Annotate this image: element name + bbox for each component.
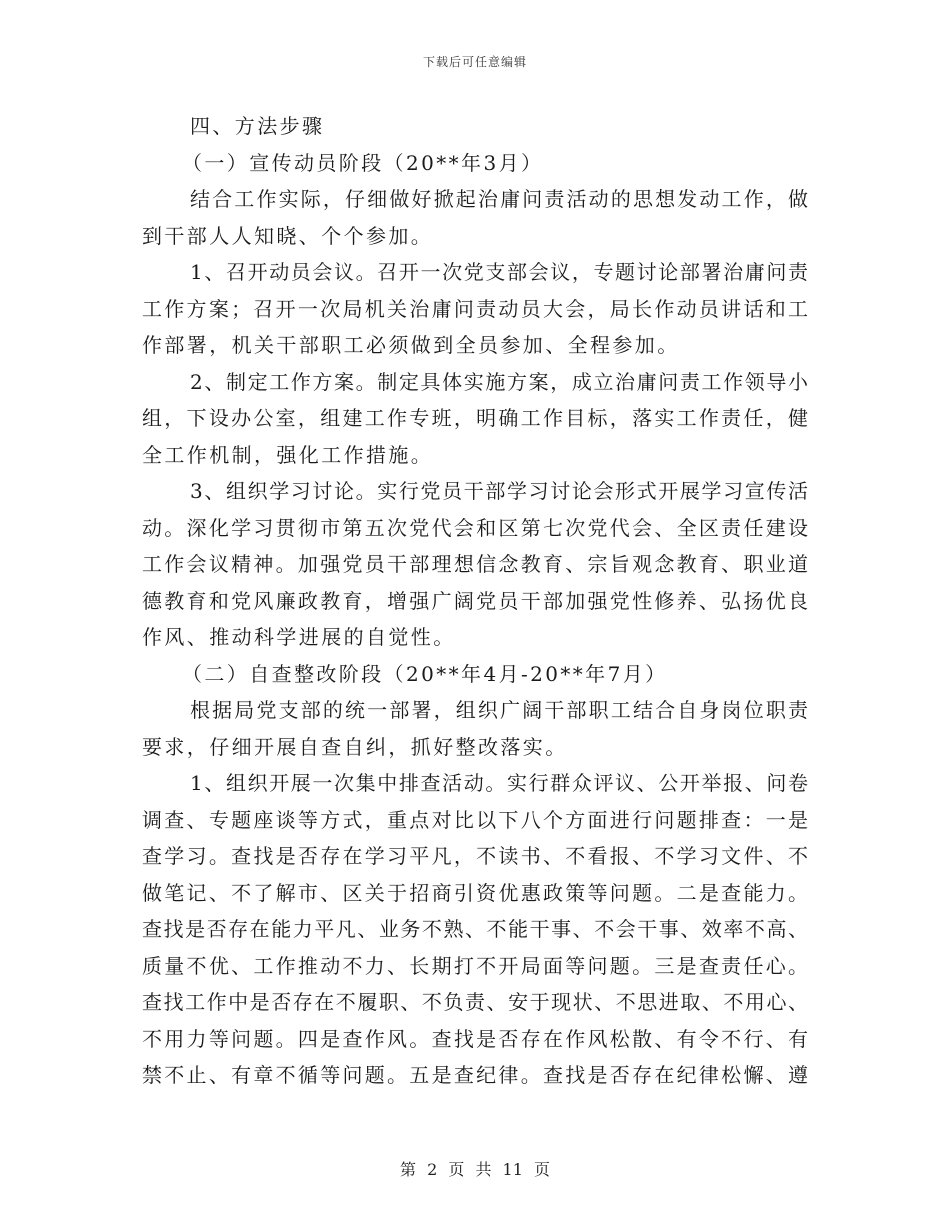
text-line: 结合工作实际，仔细做好掀起治庸问责活动的思想发动工作，做 — [190, 187, 808, 211]
text-line: 四、方法步骤 — [190, 114, 325, 138]
text-line: 到干部人人知晓、个个参加。 — [142, 223, 434, 248]
text-line: 3、组织学习讨论。实行党员干部学习讨论会形式开展学习宣传活 — [190, 479, 808, 503]
document-body — [142, 108, 808, 1094]
text-line: 禁不止、有章不循等问题。五是查纪律。查找是否存在纪律松懈、遵 — [142, 1063, 808, 1087]
text-line: 1、召开动员会议。召开一次党支部会议，专题讨论部署治庸问责 — [190, 260, 808, 284]
text-line: 查找是否存在能力平凡、业务不熟、不能干事、不会干事、效率不高、 — [142, 917, 808, 941]
text-line: 工作会议精神。加强党员干部理想信念教育、宗旨观念教育、职业道 — [142, 552, 808, 576]
text-line: 不用力等问题。四是查作风。查找是否存在作风松散、有令不行、有 — [142, 1026, 808, 1051]
text-line: 作风、推动科学进展的自觉性。 — [142, 625, 456, 649]
text-line: （二）自查整改阶段（20**年4月-20**年7月） — [182, 661, 668, 686]
text-line: 全工作机制，强化工作措施。 — [142, 442, 434, 467]
text-line: 查找工作中是否存在不履职、不负责、安于现状、不思进取、不用心、 — [142, 990, 808, 1014]
text-line: 作部署，机关干部职工必须做到全员参加、全程参加。 — [142, 333, 680, 357]
page-number-footer: 第 2 页 共 11 页 — [400, 1160, 550, 1179]
text-line: 查学习。查找是否存在学习平凡，不读书、不看报、不学习文件、不 — [142, 844, 808, 868]
text-line: 组，下设办公室，组建工作专班，明确工作目标，落实工作责任，健 — [142, 406, 808, 430]
text-line: 1、组织开展一次集中排查活动。实行群众评议、公开举报、问卷 — [190, 771, 808, 795]
text-line: 2、制定工作方案。制定具体实施方案，成立治庸问责工作领导小 — [190, 369, 808, 394]
text-line: 动。深化学习贯彻市第五次党代会和区第七次党代会、全区责任建设 — [142, 515, 808, 540]
text-line: 要求，仔细开展自查自纠，抓好整改落实。 — [142, 734, 568, 759]
text-line: （一）宣传动员阶段（20**年3月） — [182, 150, 544, 175]
text-line: 工作方案；召开一次局机关治庸问责动员大会，局长作动员讲话和工 — [142, 296, 808, 321]
header-note: 下载后可任意编辑 — [422, 55, 527, 69]
text-line: 做笔记、不了解市、区关于招商引资优惠政策等问题。二是查能力。 — [142, 880, 808, 905]
text-line: 质量不优、工作推动不力、长期打不开局面等问题。三是查责任心。 — [142, 953, 808, 978]
text-line: 德教育和党风廉政教育，增强广阔党员干部加强党性修养、弘扬优良 — [142, 588, 808, 613]
text-line: 根据局党支部的统一部署，组织广阔干部职工结合自身岗位职责 — [190, 698, 808, 722]
text-line: 调查、专题座谈等方式，重点对比以下八个方面进行问题排查：一是 — [142, 807, 808, 832]
